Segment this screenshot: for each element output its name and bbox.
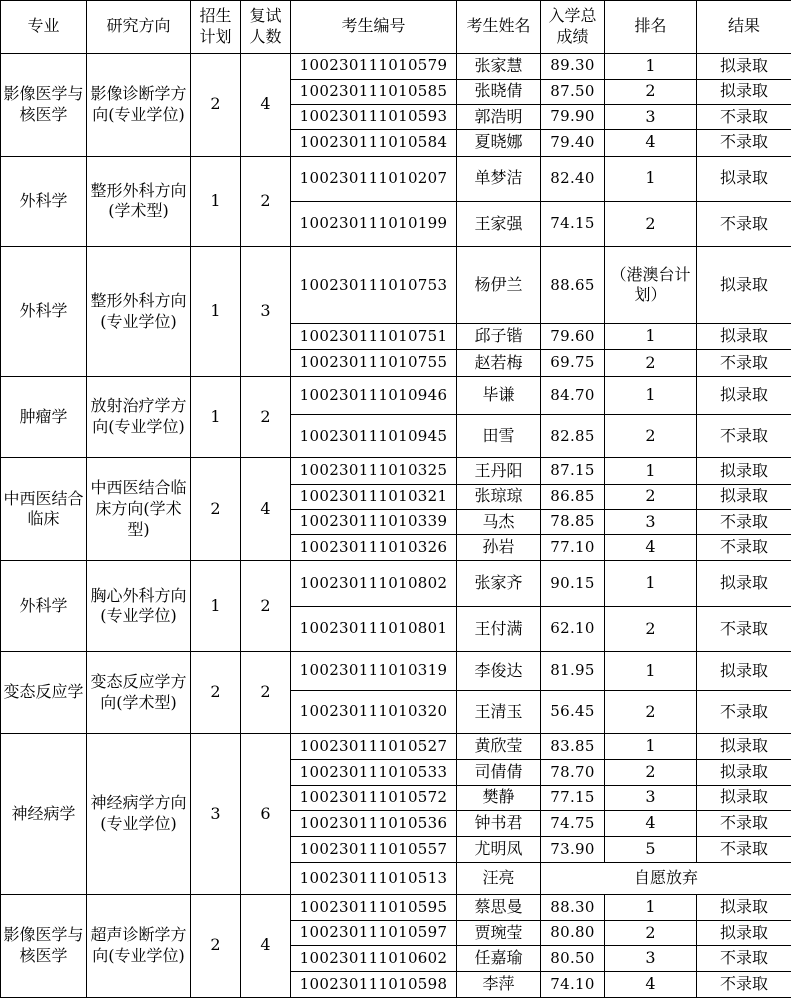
table-row (1, 894, 791, 920)
exam-id-cell: 100230111010753 (291, 247, 457, 324)
score-cell: 79.60 (541, 324, 605, 350)
score-cell: 62.10 (541, 606, 605, 651)
score-cell: 83.85 (541, 734, 605, 760)
plan-cell: 2 (191, 894, 241, 997)
exam-id-cell: 100230111010802 (291, 561, 457, 606)
direction-cell: 整形外科方向(学术型) (87, 156, 191, 247)
major-cell: 中西医结合临床 (1, 458, 87, 561)
major-cell: 肿瘤学 (1, 376, 87, 458)
rank-cell: 4 (605, 130, 697, 156)
score-cell: 74.75 (541, 810, 605, 836)
rank-cell: 1 (605, 324, 697, 350)
result-cell: 拟录取 (697, 247, 791, 324)
result-cell: 不录取 (697, 535, 791, 561)
score-cell: 77.10 (541, 535, 605, 561)
header-score: 入学总成绩 (541, 1, 605, 54)
exam-id-cell: 100230111010533 (291, 760, 457, 785)
name-cell: 黄欣莹 (457, 734, 541, 760)
major-cell: 外科学 (1, 561, 87, 652)
header-result: 结果 (697, 1, 791, 54)
retest-cell: 6 (241, 734, 291, 895)
major-cell: 影像医学与核医学 (1, 53, 87, 156)
exam-id-cell: 100230111010513 (291, 863, 457, 894)
score-cell: 87.15 (541, 458, 605, 484)
result-cell: 拟录取 (697, 734, 791, 760)
result-cell: 拟录取 (697, 484, 791, 509)
plan-cell: 1 (191, 376, 241, 458)
score-cell: 80.50 (541, 946, 605, 971)
name-cell: 邱子锴 (457, 324, 541, 350)
table-row (1, 376, 791, 414)
result-cell: 拟录取 (697, 561, 791, 606)
score-cell: 80.80 (541, 921, 605, 946)
score-cell: 74.15 (541, 201, 605, 246)
exam-id-cell: 100230111010597 (291, 921, 457, 946)
name-cell: 蔡思曼 (457, 894, 541, 920)
score-cell: 78.70 (541, 760, 605, 785)
plan-cell: 1 (191, 156, 241, 247)
result-cell: 拟录取 (697, 894, 791, 920)
score-cell: 74.10 (541, 971, 605, 998)
table-row (1, 561, 791, 606)
result-cell: 不录取 (697, 201, 791, 246)
exam-id-cell: 100230111010801 (291, 606, 457, 651)
direction-cell: 变态反应学方向(学术型) (87, 652, 191, 734)
result-cell: 不录取 (697, 606, 791, 651)
score-cell: 90.15 (541, 561, 605, 606)
exam-id-cell: 100230111010557 (291, 837, 457, 863)
table-row (1, 652, 791, 690)
result-cell: 不录取 (697, 810, 791, 836)
rank-cell: 3 (605, 946, 697, 971)
score-cell: 84.70 (541, 376, 605, 414)
rank-cell: 3 (605, 509, 697, 534)
name-cell: 孙岩 (457, 535, 541, 561)
exam-id-cell: 100230111010585 (291, 79, 457, 104)
retest-cell: 3 (241, 247, 291, 376)
name-cell: 李萍 (457, 971, 541, 998)
score-cell: 79.90 (541, 105, 605, 130)
header-retest: 复试人数 (241, 1, 291, 54)
score-cell: 69.75 (541, 350, 605, 376)
direction-cell: 神经病学方向(专业学位) (87, 734, 191, 895)
exam-id-cell: 100230111010527 (291, 734, 457, 760)
retest-cell: 2 (241, 652, 291, 734)
direction-cell: 整形外科方向(专业学位) (87, 247, 191, 376)
name-cell: 郭浩明 (457, 105, 541, 130)
exam-id-cell: 100230111010207 (291, 156, 457, 201)
rank-cell: 1 (605, 376, 697, 414)
plan-cell: 3 (191, 734, 241, 895)
result-cell: 拟录取 (697, 79, 791, 104)
header-name: 考生姓名 (457, 1, 541, 54)
rank-cell: 1 (605, 156, 697, 201)
result-cell: 不录取 (697, 130, 791, 156)
exam-id-cell: 100230111010751 (291, 324, 457, 350)
rank-cell: 2 (605, 484, 697, 509)
exam-id-cell: 100230111010946 (291, 376, 457, 414)
exam-id-cell: 100230111010598 (291, 971, 457, 998)
result-cell: 拟录取 (697, 53, 791, 79)
plan-cell: 1 (191, 247, 241, 376)
result-cell: 不录取 (697, 946, 791, 971)
rank-cell: 1 (605, 734, 697, 760)
result-cell: 拟录取 (697, 376, 791, 414)
score-cell: 79.40 (541, 130, 605, 156)
exam-id-cell: 100230111010755 (291, 350, 457, 376)
rank-cell: 1 (605, 894, 697, 920)
direction-cell: 胸心外科方向(专业学位) (87, 561, 191, 652)
name-cell: 夏晓娜 (457, 130, 541, 156)
rank-cell: 2 (605, 606, 697, 651)
score-cell: 88.30 (541, 894, 605, 920)
result-cell: 不录取 (697, 971, 791, 998)
name-cell: 杨伊兰 (457, 247, 541, 324)
rank-cell: 2 (605, 760, 697, 785)
name-cell: 尤明凤 (457, 837, 541, 863)
name-cell: 马杰 (457, 509, 541, 534)
rank-cell: 5 (605, 837, 697, 863)
exam-id-cell: 100230111010319 (291, 652, 457, 690)
major-cell: 外科学 (1, 247, 87, 376)
name-cell: 王清玉 (457, 690, 541, 733)
exam-id-cell: 100230111010321 (291, 484, 457, 509)
retest-cell: 4 (241, 894, 291, 997)
score-cell: 87.50 (541, 79, 605, 104)
score-cell: 86.85 (541, 484, 605, 509)
score-cell: 88.65 (541, 247, 605, 324)
score-cell: 82.85 (541, 415, 605, 458)
retest-cell: 2 (241, 561, 291, 652)
table-row (1, 53, 791, 79)
rank-cell: 2 (605, 79, 697, 104)
rank-cell: 1 (605, 458, 697, 484)
exam-id-cell: 100230111010602 (291, 946, 457, 971)
rank-cell: 4 (605, 810, 697, 836)
name-cell: 任嘉瑜 (457, 946, 541, 971)
rank-cell: 1 (605, 53, 697, 79)
header-major: 专业 (1, 1, 87, 54)
table-row (1, 458, 791, 484)
header-exam-id: 考生编号 (291, 1, 457, 54)
name-cell: 王付满 (457, 606, 541, 651)
header-row (1, 1, 791, 54)
rank-cell: 3 (605, 785, 697, 810)
rank-cell: 2 (605, 690, 697, 733)
name-cell: 赵若梅 (457, 350, 541, 376)
exam-id-cell: 100230111010579 (291, 53, 457, 79)
result-cell: 拟录取 (697, 760, 791, 785)
plan-cell: 2 (191, 652, 241, 734)
name-cell: 张家慧 (457, 53, 541, 79)
result-cell: 拟录取 (697, 458, 791, 484)
name-cell: 汪亮 (457, 863, 541, 894)
table-body (1, 1, 791, 998)
rank-cell: 4 (605, 971, 697, 998)
result-cell: 拟录取 (697, 324, 791, 350)
result-cell: 不录取 (697, 837, 791, 863)
name-cell: 李俊达 (457, 652, 541, 690)
retest-cell: 4 (241, 458, 291, 561)
retest-cell: 4 (241, 53, 291, 156)
exam-id-cell: 100230111010595 (291, 894, 457, 920)
rank-cell: 2 (605, 415, 697, 458)
table-row (1, 247, 791, 324)
result-cell: 不录取 (697, 415, 791, 458)
major-cell: 变态反应学 (1, 652, 87, 734)
name-cell: 张家齐 (457, 561, 541, 606)
retest-cell: 2 (241, 156, 291, 247)
score-cell: 89.30 (541, 53, 605, 79)
name-cell: 单梦洁 (457, 156, 541, 201)
exam-id-cell: 100230111010325 (291, 458, 457, 484)
name-cell: 毕谦 (457, 376, 541, 414)
name-cell: 王家强 (457, 201, 541, 246)
name-cell: 田雪 (457, 415, 541, 458)
score-cell: 56.45 (541, 690, 605, 733)
rank-cell: 4 (605, 535, 697, 561)
plan-cell: 1 (191, 561, 241, 652)
major-cell: 外科学 (1, 156, 87, 247)
rank-cell: 3 (605, 105, 697, 130)
score-cell: 77.15 (541, 785, 605, 810)
major-cell: 神经病学 (1, 734, 87, 895)
result-cell: 不录取 (697, 690, 791, 733)
header-direction: 研究方向 (87, 1, 191, 54)
retest-cell: 2 (241, 376, 291, 458)
score-cell: 73.90 (541, 837, 605, 863)
plan-cell: 2 (191, 53, 241, 156)
result-cell: 不录取 (697, 509, 791, 534)
score-cell: 78.85 (541, 509, 605, 534)
score-cell: 81.95 (541, 652, 605, 690)
exam-id-cell: 100230111010199 (291, 201, 457, 246)
table-row (1, 734, 791, 760)
direction-cell: 中西医结合临床方向(学术型) (87, 458, 191, 561)
name-cell: 樊静 (457, 785, 541, 810)
note-cell: 自愿放弃 (541, 863, 791, 894)
rank-cell: 2 (605, 201, 697, 246)
exam-id-cell: 100230111010572 (291, 785, 457, 810)
rank-cell: 2 (605, 921, 697, 946)
result-cell: 拟录取 (697, 921, 791, 946)
result-cell: 不录取 (697, 350, 791, 376)
result-cell: 拟录取 (697, 652, 791, 690)
exam-id-cell: 100230111010326 (291, 535, 457, 561)
result-cell: 不录取 (697, 105, 791, 130)
rank-cell: （港澳台计划） (605, 247, 697, 324)
direction-cell: 超声诊断学方向(专业学位) (87, 894, 191, 997)
plan-cell: 2 (191, 458, 241, 561)
exam-id-cell: 100230111010593 (291, 105, 457, 130)
direction-cell: 影像诊断学方向(专业学位) (87, 53, 191, 156)
name-cell: 王丹阳 (457, 458, 541, 484)
score-cell: 82.40 (541, 156, 605, 201)
direction-cell: 放射治疗学方向(专业学位) (87, 376, 191, 458)
exam-id-cell: 100230111010945 (291, 415, 457, 458)
name-cell: 钟书君 (457, 810, 541, 836)
exam-id-cell: 100230111010584 (291, 130, 457, 156)
major-cell: 影像医学与核医学 (1, 894, 87, 997)
rank-cell: 1 (605, 561, 697, 606)
exam-id-cell: 100230111010339 (291, 509, 457, 534)
table-row (1, 156, 791, 201)
name-cell: 张晓倩 (457, 79, 541, 104)
header-rank: 排名 (605, 1, 697, 54)
exam-id-cell: 100230111010536 (291, 810, 457, 836)
result-cell: 拟录取 (697, 156, 791, 201)
exam-id-cell: 100230111010320 (291, 690, 457, 733)
name-cell: 张琼琼 (457, 484, 541, 509)
header-plan: 招生计划 (191, 1, 241, 54)
rank-cell: 1 (605, 652, 697, 690)
result-cell: 拟录取 (697, 785, 791, 810)
name-cell: 司倩倩 (457, 760, 541, 785)
rank-cell: 2 (605, 350, 697, 376)
name-cell: 贾琬莹 (457, 921, 541, 946)
